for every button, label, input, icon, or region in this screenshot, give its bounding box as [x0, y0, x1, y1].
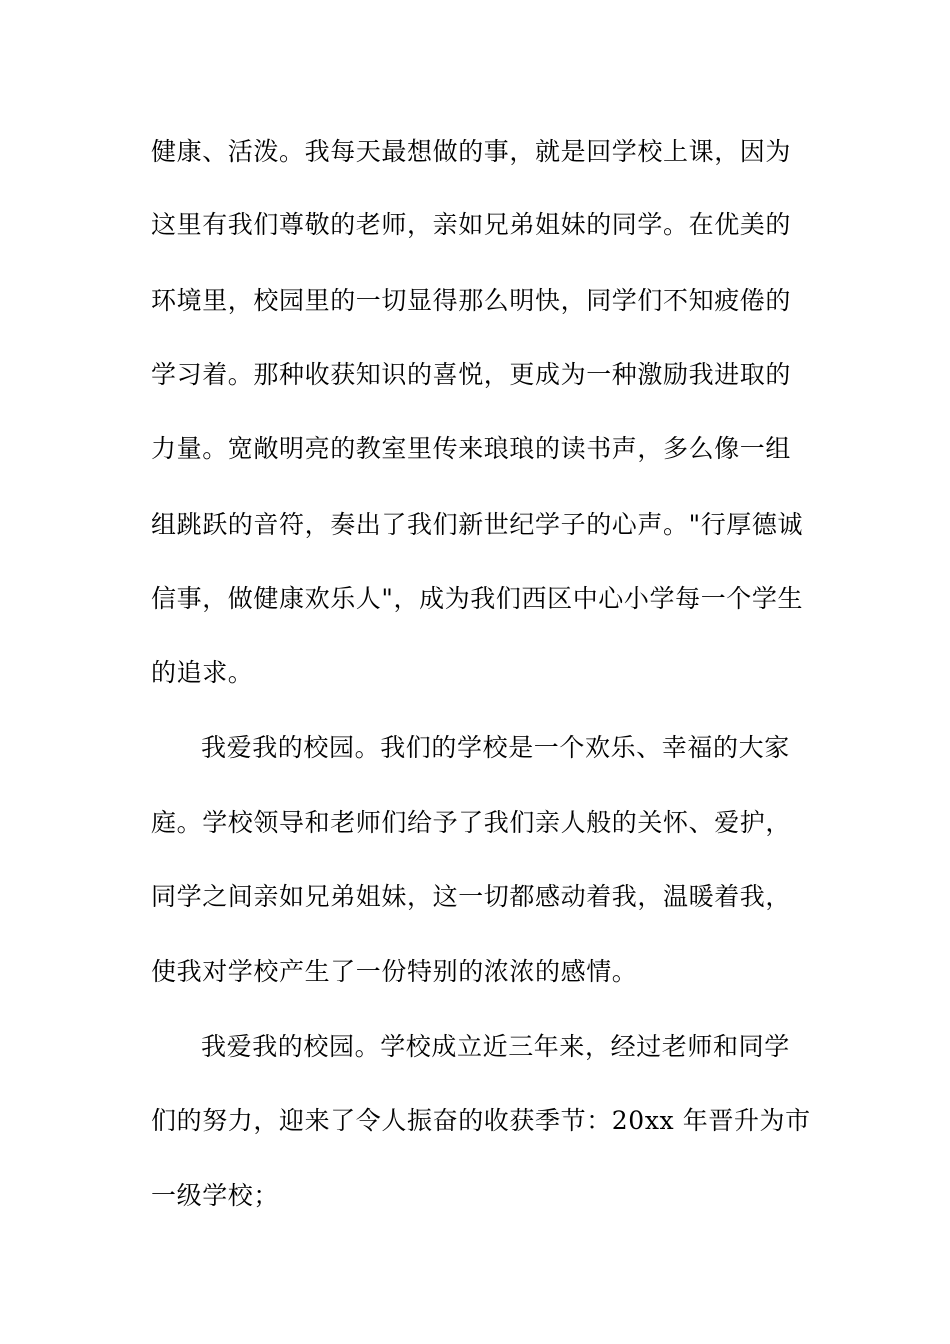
- text-line: 健康、活泼。我每天最想做的事，就是回学校上课，因为: [151, 137, 792, 166]
- text-line: 力量。宽敞明亮的教室里传来琅琅的读书声，多么像一组: [151, 434, 792, 463]
- text-line: 环境里，校园里的一切显得那么明快，同学们不知疲倦的: [151, 286, 792, 315]
- text-line: 们的努力，迎来了令人振奋的收获季节：20xx 年晋升为市: [151, 1106, 811, 1135]
- text-line: 使我对学校产生了一份特别的浓浓的感情。: [151, 957, 638, 986]
- text-line: 学习着。那种收获知识的喜悦，更成为一种激励我进取的: [151, 360, 792, 389]
- text-line: 的追求。: [151, 658, 254, 687]
- paragraph-first-line: 我爱我的校园。学校成立近三年来，经过老师和同学: [201, 1032, 790, 1061]
- text-line: 庭。学校领导和老师们给予了我们亲人般的关怀、爱护，: [151, 808, 792, 837]
- text-line: 同学之间亲如兄弟姐妹，这一切都感动着我，温暖着我，: [151, 882, 792, 911]
- text-line: 信事，做健康欢乐人"，成为我们西区中心小学每一个学生: [151, 584, 804, 613]
- text-line: 一级学校；: [151, 1181, 280, 1210]
- text-line: 这里有我们尊敬的老师，亲如兄弟姐妹的同学。在优美的: [151, 210, 792, 239]
- paragraph-first-line: 我爱我的校园。我们的学校是一个欢乐、幸福的大家: [201, 733, 790, 762]
- text-line: 组跳跃的音符，奏出了我们新世纪学子的心声。"行厚德诚: [151, 510, 804, 539]
